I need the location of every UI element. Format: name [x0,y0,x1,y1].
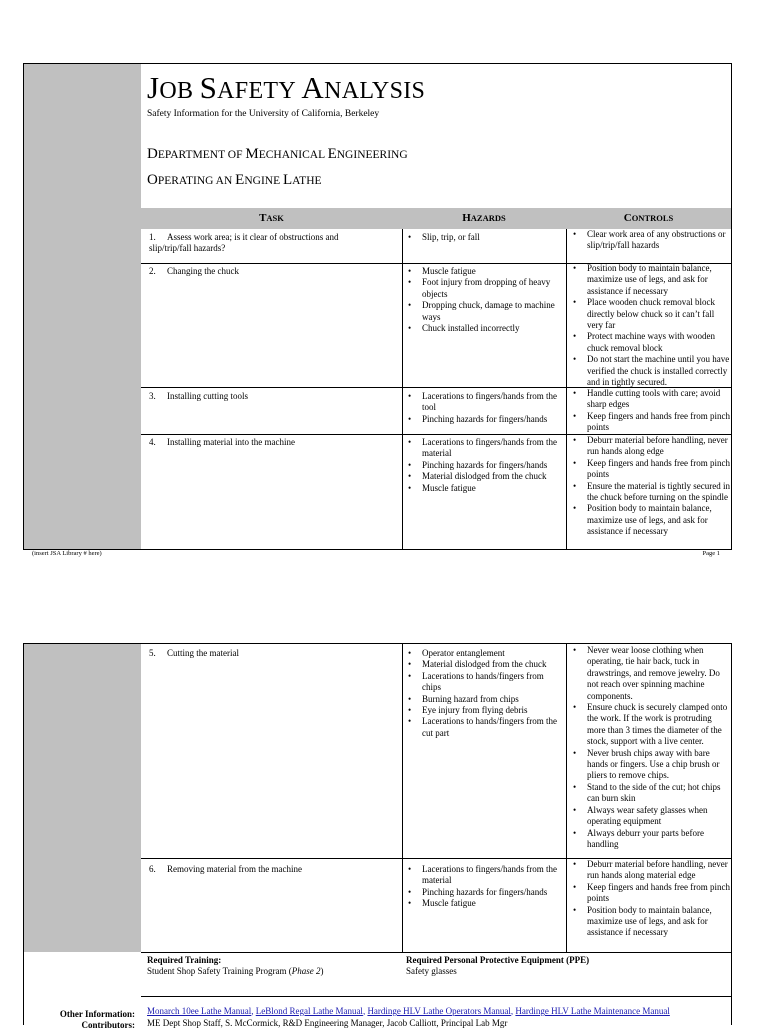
table-row-6-hazards [405,864,563,910]
hazard-item: • Chuck installed incorrectly [405,323,563,334]
contributors-label: Contributors: [81,1020,135,1030]
hazard-item: • Lacerations to hands/fingers from the cut part [405,716,563,739]
table-row-2-controls [570,263,730,388]
control-item: • Handle cutting tools with care; avoid sharp edges [570,388,730,411]
table-row-4-controls [570,435,730,538]
hazard-item: • Pinching hazards for fingers/hands [405,887,563,898]
table-row-3-task: 3. Installing cutting tools [149,391,248,401]
row-divider [141,996,731,997]
hazard-item: • Lacerations to hands/fingers from chips [405,671,563,694]
table-row-6-controls [570,859,730,939]
hazard-item: • Foot injury from dropping of heavy objects [405,277,563,300]
control-item: • Always wear safety glasses when operating equipment [570,805,730,828]
table-row-2-task: 2. Changing the chuck [149,266,239,276]
control-item: • Keep fingers and hands free from pinch points [570,458,730,481]
contributors-text: ME Dept Shop Staff, S. McCormick, R&D Engineering Manager, Jacob Calliott, Principal Lab Mgr [147,1018,508,1028]
column-header-task: TASK [259,212,284,224]
page-2 [23,643,732,1028]
control-item: • Stand to the side of the cut; hot chips can burn skin [570,782,730,805]
control-item: • Position body to maintain balance, maximize use of legs, and ask for assistance if necessary [570,503,730,537]
control-item: • Deburr material before handling, never run hands along edge [570,435,730,458]
table-row-4-hazards [405,437,563,494]
control-item: • Always deburr your parts before handling [570,828,730,851]
table-row-3-controls [570,388,730,434]
left-margin-bar [24,644,141,952]
required-ppe-label: Required Personal Protective Equipment (PPE) [406,955,590,965]
hazard-item: • Muscle fatigue [405,266,563,277]
hazard-item: • Lacerations to fingers/hands from the tool [405,391,563,414]
table-row-2-hazards [405,266,563,334]
document-title: JOB SAFETY ANALYSIS [147,70,426,105]
column-divider [402,229,403,549]
hazard-item: • Operator entanglement [405,648,563,659]
control-item: • Keep fingers and hands free from pinch points [570,882,730,905]
page-1 [23,63,732,550]
page-2-content [141,644,731,1028]
table-row-5-hazards [405,648,563,739]
left-margin-bar [24,64,141,549]
row-divider [141,952,731,953]
table-row-1-hazards [405,232,563,243]
control-item: • Deburr material before handling, never run hands along material edge [570,859,730,882]
required-training-value: Student Shop Safety Training Program (Phase 2) [147,966,324,977]
page-1-content [141,64,731,549]
hazard-item: • Pinching hazards for fingers/hands [405,460,563,471]
table-row-5-controls [570,645,730,850]
control-item: • Ensure chuck is securely clamped onto the work. If the work is protruding more than 3 times the diameter of the stock, support with a live center. [570,702,730,748]
column-divider [566,229,567,549]
hazard-item: • Muscle fatigue [405,898,563,909]
table-row-1-controls [570,229,730,252]
hazard-item: • Material dislodged from the chuck [405,471,563,482]
control-item: • Never brush chips away with bare hands or fingers. Use a chip brush or pliers to remove chips. [570,748,730,782]
document-subtitle: Safety Information for the University of California, Berkeley [147,109,380,119]
footer-jsa-library: (insert JSA Library # here) [32,550,102,557]
hazard-item: • Dropping chuck, damage to machine ways [405,300,563,323]
control-item: • Position body to maintain balance, maximize use of legs, and ask for assistance if necessary [570,263,730,297]
hazard-item: • Material dislodged from the chuck [405,659,563,670]
control-item: • Ensure the material is tightly secured in the chuck before turning on the spindle [570,481,730,504]
hazard-item: • Lacerations to fingers/hands from the material [405,864,563,887]
other-information-label: Other Information: [59,1009,135,1019]
hazard-item: • Slip, trip, or fall [405,232,563,243]
table-row-5-task: 5. Cutting the material [149,648,239,658]
table-row-3-hazards [405,391,563,425]
link-monarch-manual[interactable]: Monarch 10ee Lathe Manual [147,1006,252,1016]
hazard-item: • Muscle fatigue [405,483,563,494]
control-item: • Do not start the machine until you have verified the chuck is installed correctly and in tightly secured. [570,354,730,388]
column-header-hazards: HAZARDS [462,212,506,224]
table-row-6-task: 6. Removing material from the machine [149,864,302,874]
column-divider [566,644,567,952]
link-hardinge-operators-manual[interactable]: Hardinge HLV Lathe Operators Manual [367,1006,511,1016]
column-divider [402,644,403,952]
required-training [147,955,397,978]
link-hardinge-maintenance-manual[interactable]: Hardinge HLV Lathe Maintenance Manual [515,1006,670,1016]
operation-title: OPERATING AN ENGINE LATHE [147,172,322,188]
column-header-controls: CONTROLS [623,212,674,224]
hazard-item: • Burning hazard from chips [405,694,563,705]
required-training-label: Required Training: [147,955,222,965]
required-ppe [406,955,726,978]
control-item: • Place wooden chuck removal block directly below chuck so it can’t fall very far [570,297,730,331]
control-item: • Never wear loose clothing when operating, tie hair back, tuck in drawstrings, and remove jewelry. Do not reach over spinning machine components. [570,645,730,702]
other-information-links: Monarch 10ee Lathe Manual, LeBlond Regal Lathe Manual, Hardinge HLV Lathe Operators Manual, Hardinge HLV Lathe Maintenance Manual [147,1006,670,1016]
table-header-row [141,208,731,229]
hazard-item: • Lacerations to fingers/hands from the material [405,437,563,460]
control-item: • Clear work area of any obstructions or slip/trip/fall hazards [570,229,730,252]
department-title: DEPARTMENT OF MECHANICAL ENGINEERING [147,146,408,162]
control-item: • Keep fingers and hands free from pinch points [570,411,730,434]
link-leblond-manual[interactable]: LeBlond Regal Lathe Manual [255,1006,363,1016]
required-ppe-value: Safety glasses [406,966,457,977]
control-item: • Protect machine ways with wooden chuck removal block [570,331,730,354]
table-row-1-task: 1. Assess work area; is it clear of obstructions and slip/trip/fall hazards? [149,232,339,254]
control-item: • Position body to maintain balance, maximize use of legs, and ask for assistance if necessary [570,905,730,939]
hazard-item: • Pinching hazards for fingers/hands [405,414,563,425]
hazard-item: • Eye injury from flying debris [405,705,563,716]
footer-page-number: Page 1 [702,550,720,557]
table-row-4-task: 4. Installing material into the machine [149,437,295,447]
